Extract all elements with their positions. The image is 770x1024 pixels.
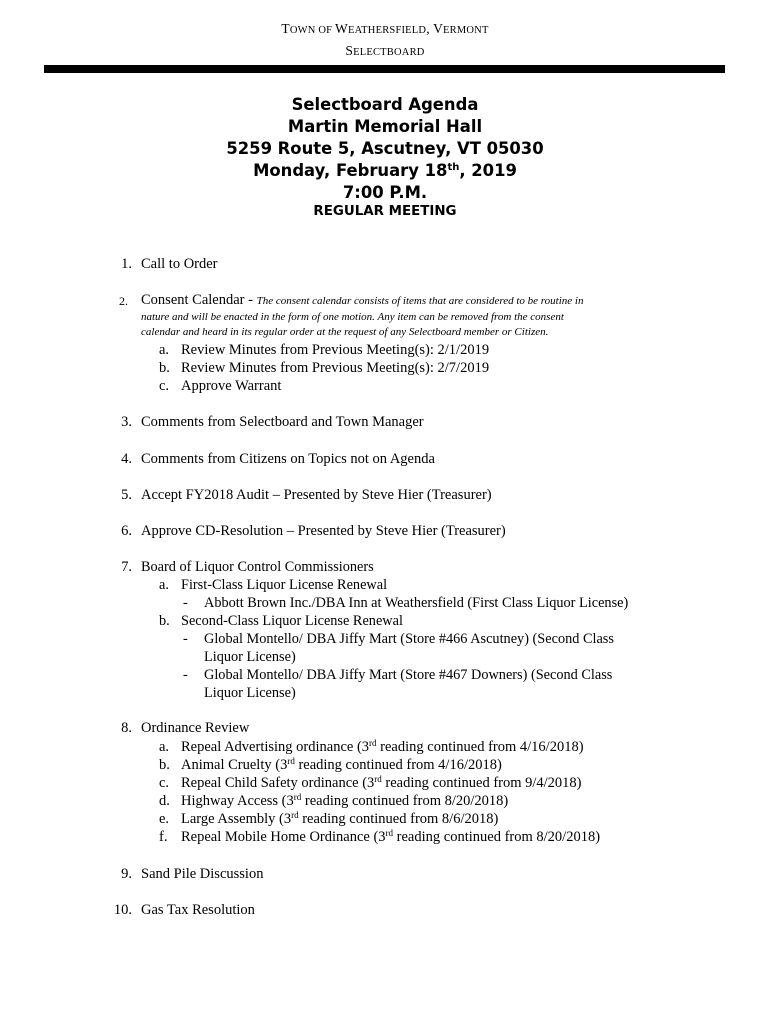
board-name: SELECTBOARD — [345, 43, 425, 58]
consent-note: The consent calendar consists of items that are considered to be routine in — [256, 295, 584, 307]
header-rule — [44, 65, 725, 73]
town-name: TOWN OF WEATHERSFIELD, VERMONT — [281, 21, 489, 36]
consent-note-line3: calendar and heard in its regular order at the request of any Selectboard member or Citizen. — [141, 326, 549, 338]
sub-item-7b-license-2-cont: Liquor License) — [204, 685, 296, 701]
meeting-date: Monday, February 18th, 2019 — [253, 161, 517, 180]
item-number: 2. — [119, 294, 128, 308]
consent-note-line2: nature and will be enacted in the form of one motion. Any item can be removed from the consent — [141, 311, 564, 323]
meeting-type: REGULAR MEETING — [313, 204, 457, 219]
item-text: Call to Order — [141, 256, 218, 272]
agenda-title: Selectboard Agenda — [291, 95, 479, 114]
sub-item-7b-license-1-cont: Liquor License) — [204, 649, 296, 665]
meeting-time: 7:00 P.M. — [342, 183, 428, 202]
item-number: 1. — [121, 256, 132, 272]
agenda-page: TOWN OF WEATHERSFIELD, VERMONT SELECTBOARD Selectboard Agenda Martin Memorial Hall 5259 Route 5, Ascutney, VT 05030 Monday, February 18th, 2019 7:00 P.M. REGULAR MEETING 1. Call to Order 2. Consent Calendar - The consent calendar consists of items that are considered to be routine in nature and will be enacted in the form of one motion. Any item can be removed from the consent calendar and heard in its regular order at the request of any Selectboard member or Citizen. a. Review Minutes from Previous Meeting(s): 2/1/2019 b. Review Minutes from Previous Meeting(s): 2/7/2019 c. Approve Warrant 3. Comments from Selectboard and Town Manager 4. Comments from Citizens on Topics not on Agenda 5. Accept FY2018 Audit – Presented by Steve Hier (Treasurer) 6. Approve CD-Resolution – Presented by Steve Hier (Treasurer) 7. Board of Liquor Control Commissioners a. First-Class Liquor License Renewal - Abbott Brown Inc./DBA Inn at Weathersfield (First Class Liquor License) b. Second-Class Liquor License Renewal - Global Montello/ DBA Jiffy Mart (Store #466 Ascutney) (Second Class Liquor License) - Global Montello/ DBA Jiffy Mart (Store #467 Downers) (Second Class Liquor License) 8. Ordinance Review a. Repeal Advertising ordinance (3rd reading continued from 4/16/2018) b. Animal Cruelty (3rd reading continued from 4/16/2018) c. Repeal Child Safety ordinance (3rd reading continued from 9/4/2018) d. Highway Access (3rd reading continued from 8/20/2018) e. Large Assembly (3rd reading continued from 8/6/2018) f. Repeal Mobile Home Ordinance (3rd reading continued from 8/20/2018) 9. Sand Pile Discussion 10. Gas Tax Resolution — [0, 0, 770, 1024]
meeting-location: Martin Memorial Hall — [287, 117, 483, 136]
meeting-address: 5259 Route 5, Ascutney, VT 05030 — [226, 139, 544, 158]
item-text: Consent Calendar - — [141, 292, 257, 308]
